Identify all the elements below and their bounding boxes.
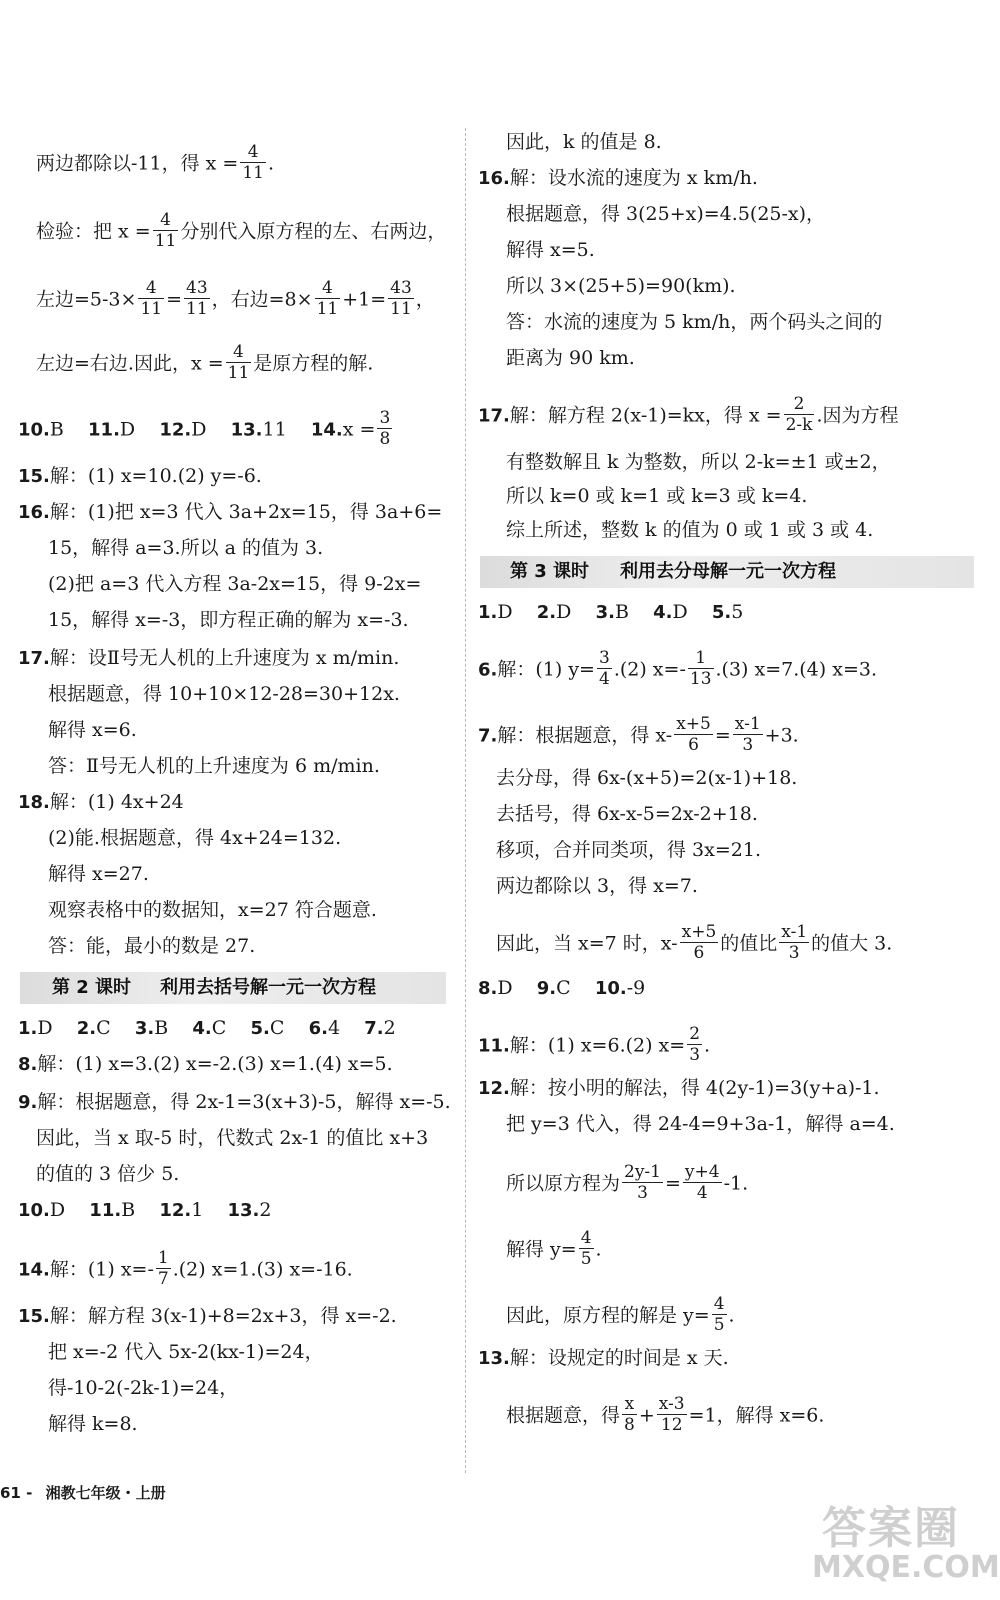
- text-line: 的值的 3 倍少 5.: [36, 1163, 180, 1185]
- text-line: 距离为 90 km.: [506, 347, 635, 369]
- fraction: $\frac{2}{3}$: [689, 1024, 701, 1065]
- fraction: $\frac{4}{11}$: [227, 342, 250, 383]
- fraction: $\frac{x+5}{6}$: [681, 922, 717, 963]
- fraction: $\frac{43}{11}$: [186, 278, 208, 319]
- fraction: $\frac{x+5}{6}$: [676, 714, 711, 755]
- section-header-lesson-3: 第 3 课时 利用去分母解一元一次方程: [480, 556, 974, 588]
- watermark-url: MXQE.COM: [812, 1550, 1000, 1585]
- text-line: 6.解：(1) y= $\frac{3}{4}$ .(2) x=- $\frac{1}{13}$ .(3) x=7.(4) x=3.: [478, 648, 877, 689]
- text-line: 答：水流的速度为 5 km/h，两个码头之间的: [506, 311, 883, 333]
- text-line: 把 y=3 代入，得 24-4=9+3a-1，解得 a=4.: [506, 1113, 895, 1135]
- text-line: 解得 x=5.: [506, 239, 595, 261]
- fraction: $\frac{4}{11}$: [316, 278, 339, 319]
- text-line: 11.解：(1) x=6.(2) x= $\frac{2}{3}$ .: [478, 1024, 711, 1065]
- fraction: $\frac{2}{2-k}$: [785, 394, 813, 435]
- fraction: $\frac{4}{11}$: [242, 142, 264, 183]
- text-line: 16.解：(1)把 x=3 代入 3a+2x=15，得 3a+6=: [18, 501, 443, 523]
- text-line: 根据题意，得 10+10×12-28=30+12x.: [48, 683, 400, 705]
- text-line: 因此，k 的值是 8.: [506, 131, 662, 153]
- page-number: 61 -: [0, 1484, 33, 1502]
- text-line: 12.解：按小明的解法，得 4(2y-1)=3(y+a)-1.: [478, 1077, 880, 1099]
- text-line: 答：能，最小的数是 27.: [48, 935, 256, 957]
- fraction: $\frac{x-1}{3}$: [781, 922, 808, 963]
- fraction: $\frac{3}{8}$: [379, 408, 391, 449]
- watermark-title: 答案圈: [822, 1503, 960, 1554]
- page-footer: [0, 1482, 166, 1503]
- fraction: $\frac{1}{13}$: [689, 648, 712, 689]
- watermark: [792, 1486, 1000, 1596]
- text-line: 所以 3×(25+5)=90(km).: [506, 275, 736, 297]
- text-line: 因此，当 x 取-5 时，代数式 2x-1 的值比 x+3: [36, 1127, 429, 1149]
- fraction: $\frac{4}{5}$: [713, 1294, 725, 1335]
- column-divider: [465, 128, 466, 1473]
- text-line: 两边都除以 3，得 x=7.: [496, 875, 698, 897]
- text-line: 去括号，得 6x-x-5=2x-2+18.: [496, 803, 758, 825]
- text-line: 所以原方程为 $\frac{2y-1}{3}$ = $\frac{y+4}{4}$ -1.: [506, 1162, 749, 1203]
- text-line: 观察表格中的数据知，x=27 符合题意.: [48, 899, 377, 921]
- fraction: $\frac{2y-1}{3}$: [624, 1162, 661, 1203]
- text-line: 得-10-2(-2k-1)=24，: [48, 1377, 239, 1399]
- text-line: (2)能.根据题意，得 4x+24=132.: [48, 827, 342, 849]
- text-line: 两边都除以-11，得 x = $\frac{4}{11}$ .: [36, 142, 274, 183]
- fraction: $\frac{x-1}{3}$: [734, 714, 761, 755]
- text-line: 把 x=-2 代入 5x-2(kx-1)=24，: [48, 1341, 324, 1363]
- section-header-lesson-2: 第 2 课时 利用去括号解一元一次方程: [20, 972, 446, 1004]
- text-line: 解得 k=8.: [48, 1413, 138, 1435]
- text-line: 移项，合并同类项，得 3x=21.: [496, 839, 761, 861]
- text-line: 所以 k=0 或 k=1 或 k=3 或 k=4.: [506, 485, 808, 507]
- text-line: 15.解：(1) x=10.(2) y=-6.: [18, 465, 262, 487]
- answer-row: 1.D 2.C 3.B 4.C 5.C 6.4 7.2: [18, 1017, 396, 1039]
- text-line: 16.解：设水流的速度为 x km/h.: [478, 167, 758, 189]
- text-line: 解得 x=27.: [48, 863, 149, 885]
- fraction: $\frac{4}{5}$: [580, 1228, 592, 1269]
- book-title: 湘教七年级・上册: [45, 1484, 166, 1502]
- text-line: 15.解：解方程 3(x-1)+8=2x+3，得 x=-2.: [18, 1305, 397, 1327]
- text-line: (2)把 a=3 代入方程 3a-2x=15，得 9-2x=: [48, 573, 422, 595]
- text-line: 因此，原方程的解是 y= $\frac{4}{5}$ .: [506, 1294, 735, 1335]
- answer-row: 8.D 9.C 10.-9: [478, 977, 646, 999]
- text-line: 解得 y= $\frac{4}{5}$ .: [506, 1228, 602, 1269]
- fraction: $\frac{3}{4}$: [598, 648, 610, 689]
- text-line: 左边=右边.因此，x = $\frac{4}{11}$ 是原方程的解.: [36, 342, 374, 383]
- fraction: $\frac{y+4}{4}$: [684, 1162, 720, 1203]
- text-line: 9.解：根据题意，得 2x-1=3(x+3)-5，解得 x=-5.: [18, 1091, 451, 1113]
- fraction: $\frac{x-3}{12}$: [658, 1394, 685, 1435]
- text-line: 解得 x=6.: [48, 719, 137, 741]
- text-line: 8.解：(1) x=3.(2) x=-2.(3) x=1.(4) x=5.: [18, 1053, 393, 1075]
- text-line: 14.解：(1) x=- $\frac{1}{7}$ .(2) x=1.(3) x=-16.: [18, 1248, 353, 1289]
- text-line: 有整数解且 k 为整数，所以 2-k=±1 或±2，: [506, 451, 891, 473]
- fraction: $\frac{4}{11}$: [140, 278, 163, 319]
- answer-row: 10.D 11.B 12.1 13.2: [18, 1199, 272, 1221]
- text-line: 检验：把 x = $\frac{4}{11}$ 分别代入原方程的左、右两边，: [36, 210, 447, 251]
- text-line: 左边=5-3× $\frac{4}{11}$ = $\frac{43}{11}$ ，右边=8× $\frac{4}{11}$ +1= $\frac{43}{11}$ ，: [36, 278, 435, 319]
- text-line: 15，解得 x=-3，即方程正确的解为 x=-3.: [48, 609, 409, 631]
- text-line: 7.解：根据题意，得 x- $\frac{x+5}{6}$ = $\frac{x-1}{3}$ +3.: [478, 714, 799, 755]
- fraction: $\frac{43}{11}$: [390, 278, 412, 319]
- fraction: $\frac{1}{7}$: [157, 1248, 169, 1289]
- text-line: 17.解：解方程 2(x-1)=kx，得 x = $\frac{2}{2-k}$ .因为方程: [478, 394, 899, 435]
- text-line: 因此，当 x=7 时，x- $\frac{x+5}{6}$ 的值比 $\frac{x-1}{3}$ 的值大 3.: [496, 922, 893, 963]
- text-line: 根据题意，得 3(25+x)=4.5(25-x)，: [506, 203, 826, 225]
- text-line: 综上所述，整数 k 的值为 0 或 1 或 3 或 4.: [506, 519, 874, 541]
- text-line: 答：Ⅱ号无人机的上升速度为 6 m/min.: [48, 755, 380, 777]
- fraction: $\frac{4}{11}$: [154, 210, 177, 251]
- text-line: 13.解：设规定的时间是 x 天.: [478, 1347, 729, 1369]
- text-line: 15，解得 a=3.所以 a 的值为 3.: [48, 537, 324, 559]
- answer-row: 1.D 2.D 3.B 4.D 5.5: [478, 601, 744, 623]
- fraction: $\frac{x}{8}$: [624, 1394, 635, 1435]
- text-line: 17.解：设Ⅱ号无人机的上升速度为 x m/min.: [18, 647, 400, 669]
- text-line: 根据题意，得 $\frac{x}{8}$ + $\frac{x-3}{12}$ =1，解得 x=6.: [506, 1394, 825, 1435]
- answer-row: 10.B 11.D 12.D 13.11 14.x = $\frac{3}{8}$: [18, 408, 391, 449]
- text-line: 去分母，得 6x-(x+5)=2(x-1)+18.: [496, 767, 798, 789]
- text-line: 18.解：(1) 4x+24: [18, 791, 184, 813]
